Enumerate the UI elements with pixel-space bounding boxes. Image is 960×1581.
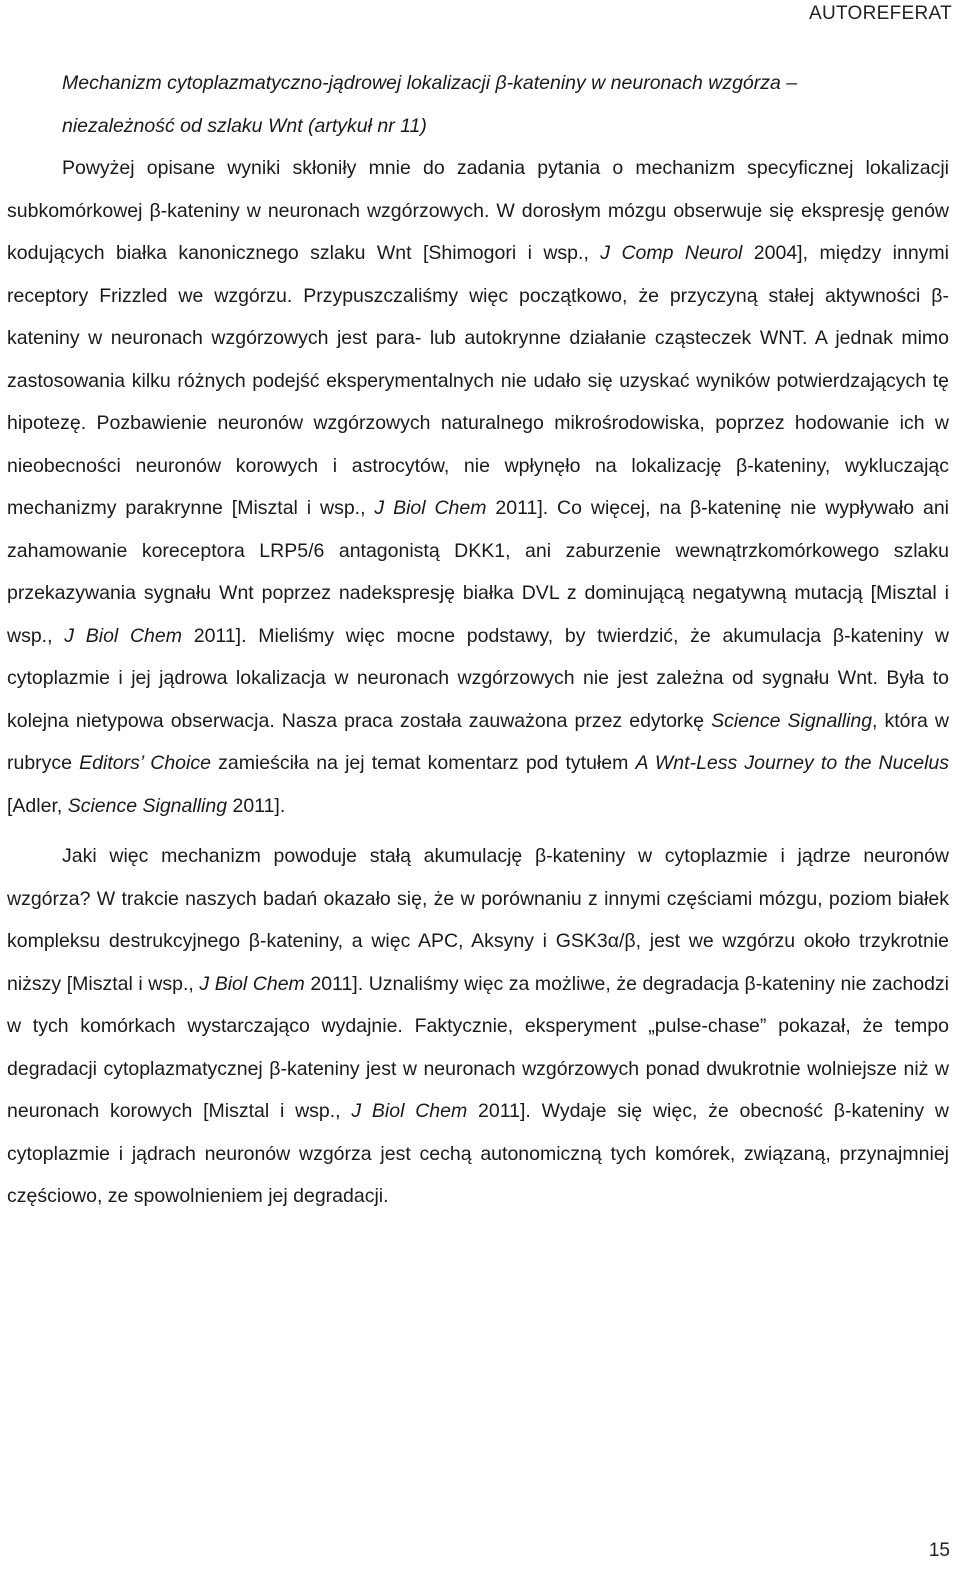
text-run: Powyżej opisane wyniki skłoniły mnie do zadania pytania o mechanizm specyficznej lokalizacji subkomórkowej β-kateniny w neuronach wzgórzowych. W dorosłym mózgu obserwuje się ekspresję genów kodujących białka kanonicznego szlaku Wnt [Shimogori i wsp., xyxy=(7,157,949,264)
rubric-name: Editors’ Choice xyxy=(79,752,211,774)
section-title-line2: niezależność od szlaku Wnt (artykuł nr 11) xyxy=(62,114,427,137)
text-run: 2011]. xyxy=(227,794,286,817)
paragraph-1 xyxy=(7,147,949,827)
text-run: [Adler, xyxy=(7,794,68,817)
section-title-line1: Mechanizm cytoplazmatyczno-jądrowej lokalizacji β-kateniny w neuronach wzgórza – xyxy=(62,72,798,94)
paragraph-2 xyxy=(7,835,949,1218)
text-run: 2011]. Wydaje się więc, że obecność β-kateniny w cytoplazmie i jądrach neuronów wzgórza jest cechą autonomiczną tych komórek, związaną, przynajmniej częściowo, ze spowolnieniem jej degradacji. xyxy=(7,1100,949,1207)
citation-journal: J Biol Chem xyxy=(64,624,182,647)
text-run: , która w rubryce xyxy=(7,709,949,774)
text-run: 2011]. Mieliśmy więc mocne podstawy, by twierdzić, że akumulacja β-kateniny w cytoplazmie i jej jądrowa lokalizacja w neuronach wzgórzowych nie jest zależna od sygnału Wnt. Była to kolejna nietypowa obserwacja. Nasza praca została zauważona przez edytorkę xyxy=(7,624,950,732)
comment-title: A Wnt-Less Journey to the Nucelus xyxy=(635,752,949,774)
text-run: Jaki więc mechanizm powoduje stałą akumulację β-kateniny w cytoplazmie i jądrze neuronów wzgórza? W trakcie naszych badań okazało się, że w porównaniu z innymi częściami mózgu, poziom białek kompleksu destrukcyjnego β-kateniny, a więc APC, Aksyny i GSK3α/β, jest we wzgórzu około trzykrotnie niższy [Misztal i wsp., xyxy=(7,845,949,995)
citation-journal: J Comp Neurol xyxy=(600,242,743,264)
running-header: AUTOREFERAT xyxy=(809,3,952,24)
journal-name: Science Signalling xyxy=(67,794,228,817)
section-title xyxy=(7,62,949,147)
paragraph-spacer xyxy=(7,827,949,835)
citation-journal: J Biol Chem xyxy=(374,497,487,519)
text-run: 2011]. Uznaliśmy więc za możliwe, że degradacja β-kateniny nie zachodzi w tych komórkach wystarczająco wydajnie. Faktycznie, eksperyment „pulse-chase” pokazał, że tempo degradacji cytoplazmatycznej β-kateniny jest w neuronach wzgórzowych ponad dwukrotnie wolniejsze niż w neuronach korowych [Misztal i wsp., xyxy=(7,972,949,1122)
citation-journal: J Biol Chem xyxy=(351,1100,468,1122)
journal-name: Science Signalling xyxy=(711,709,873,732)
text-run: zamieściła na jej temat komentarz pod tytułem xyxy=(210,752,636,774)
page-number: 15 xyxy=(928,1540,950,1561)
citation-journal: J Biol Chem xyxy=(199,972,305,995)
text-run: 2004], między innymi receptory Frizzled we wzgórzu. Przypuszczaliśmy więc początkowo, że przyczyną stałej aktywności β-kateniny w neuronach wzgórzowych jest para- lub autokrynne działanie cząsteczek WNT. A jednak mimo zastosowania kilku różnych podejść eksperymentalnych nie udało się uzyskać wyników potwierdzających tę hipotezę. Pozbawienie neuronów wzgórzowych naturalnego mikrośrodowiska, poprzez hodowanie ich w nieobecności neuronów korowych i astrocytów, nie wpłynęło na lokalizację β-kateniny, wykluczając mechanizmy parakrynne [Misztal i wsp., xyxy=(7,242,949,519)
document-body xyxy=(7,62,949,1218)
text-run: 2011]. Co więcej, na β-kateninę nie wypływało ani zahamowanie koreceptora LRP5/6 antagonistą DKK1, ani zaburzenie wewnątrzkomórkowego szlaku przekazywania sygnału Wnt poprzez nadekspresję białka DVL z dominującą negatywną mutacją [Misztal i wsp., xyxy=(7,497,949,647)
